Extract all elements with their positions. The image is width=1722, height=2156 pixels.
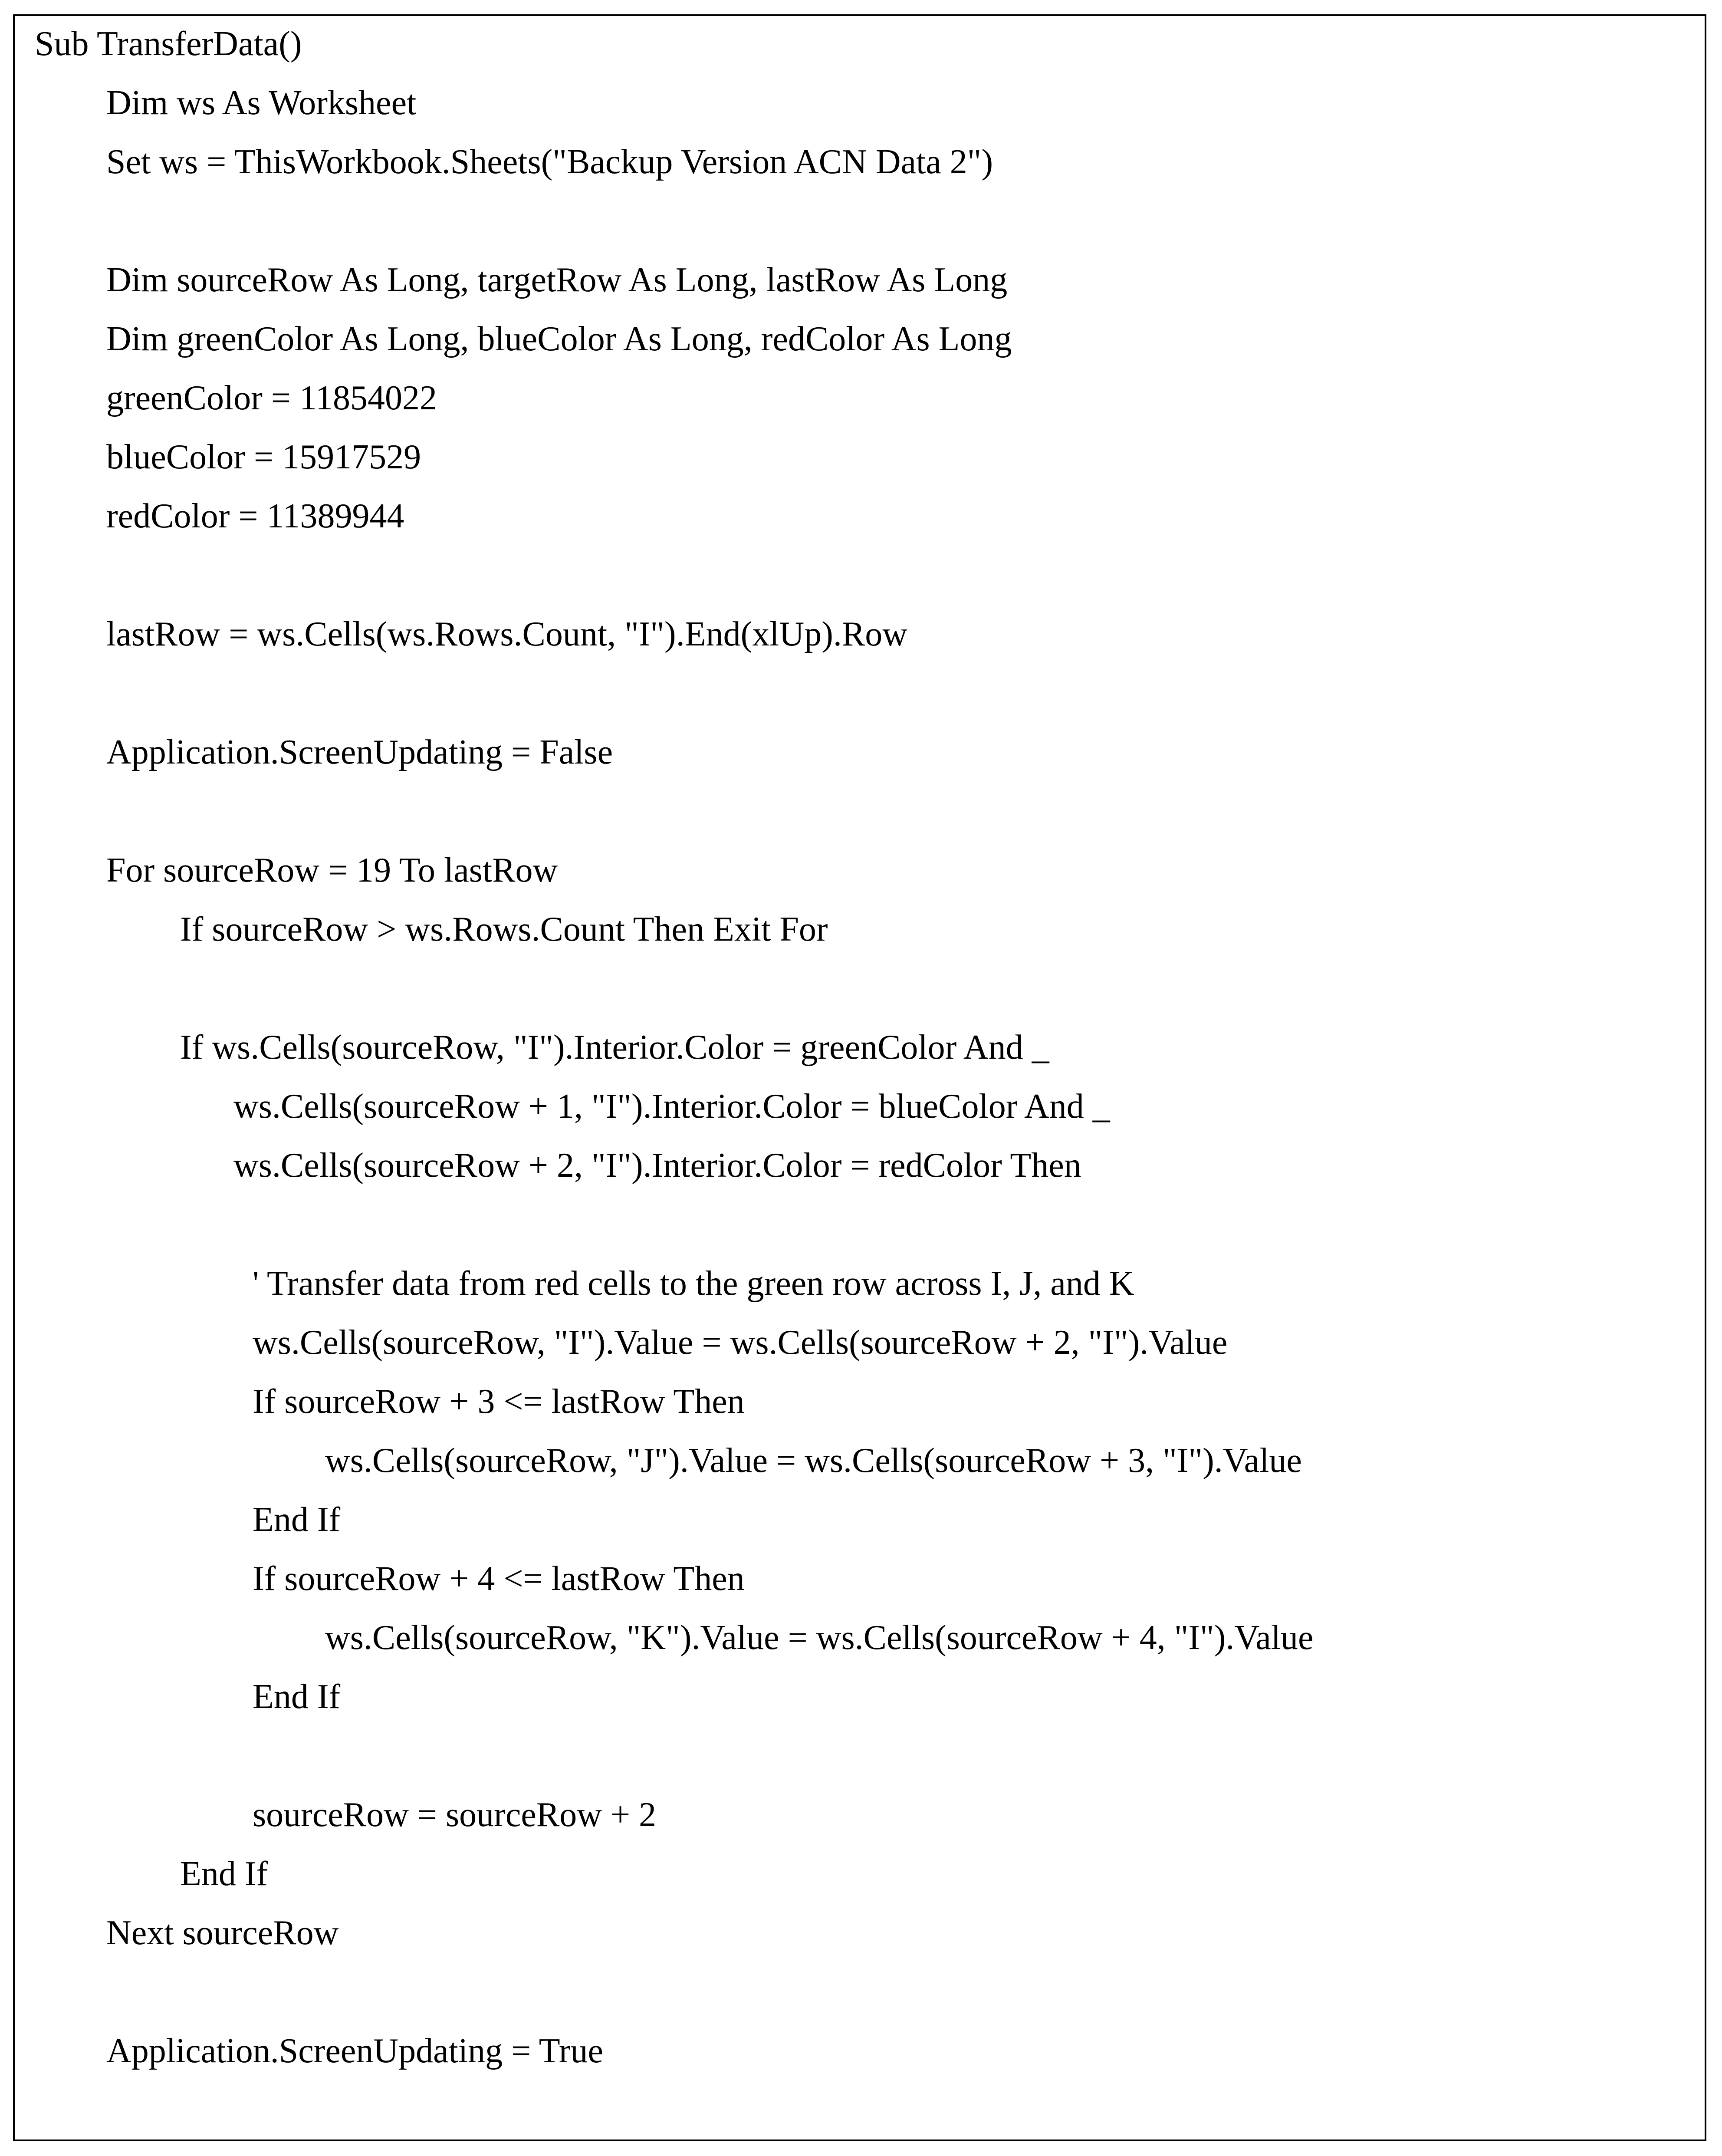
code-line-end-if: End If (253, 1501, 341, 1539)
code-line-last-row: lastRow = ws.Cells(ws.Rows.Count, "I").End(xlUp).Row (106, 615, 907, 653)
code-line-sub-declaration: Sub TransferData() (35, 25, 302, 63)
code-line-blue-color: blueColor = 15917529 (106, 438, 421, 476)
code-line-transfer-k: ws.Cells(sourceRow, "K").Value = ws.Cells(sourceRow + 4, "I").Value (325, 1619, 1314, 1657)
code-line-screen-updating-false: Application.ScreenUpdating = False (106, 733, 613, 771)
code-line-screen-updating-true: Application.ScreenUpdating = True (106, 2032, 603, 2070)
code-line-dim-ws: Dim ws As Worksheet (106, 84, 417, 122)
code-line-exit-for-check: If sourceRow > ws.Rows.Count Then Exit For (180, 910, 828, 948)
code-line-cond-blue: ws.Cells(sourceRow + 1, "I").Interior.Color = blueColor And _ (233, 1087, 1110, 1126)
code-line-dim-rows: Dim sourceRow As Long, targetRow As Long, lastRow As Long (106, 261, 1008, 299)
code-line-transfer-j: ws.Cells(sourceRow, "J").Value = ws.Cells(sourceRow + 3, "I").Value (325, 1442, 1302, 1480)
code-line-end-if: End If (253, 1678, 341, 1716)
code-line-next-source-row: Next sourceRow (106, 1914, 339, 1952)
code-line-cond-red: ws.Cells(sourceRow + 2, "I").Interior.Color = redColor Then (233, 1146, 1081, 1185)
code-line-dim-colors: Dim greenColor As Long, blueColor As Long, redColor As Long (106, 320, 1012, 358)
code-line-for-loop: For sourceRow = 19 To lastRow (106, 851, 558, 889)
code-line-if-green: If ws.Cells(sourceRow, "I").Interior.Color = greenColor And _ (180, 1028, 1049, 1066)
code-line-set-ws: Set ws = ThisWorkbook.Sheets("Backup Version ACN Data 2") (106, 143, 993, 181)
code-line-comment: ' Transfer data from red cells to the green row across I, J, and K (253, 1264, 1134, 1303)
code-line-if-plus-4: If sourceRow + 4 <= lastRow Then (253, 1560, 745, 1598)
code-line-red-color: redColor = 11389944 (106, 497, 404, 535)
code-line-if-plus-3: If sourceRow + 3 <= lastRow Then (253, 1382, 745, 1421)
code-line-green-color: greenColor = 11854022 (106, 379, 437, 417)
code-line-end-if-outer: End If (180, 1855, 268, 1893)
code-listing-box (13, 14, 1706, 2141)
code-line-increment-source-row: sourceRow = sourceRow + 2 (253, 1796, 657, 1834)
code-line-transfer-i: ws.Cells(sourceRow, "I").Value = ws.Cells(sourceRow + 2, "I").Value (253, 1323, 1228, 1362)
